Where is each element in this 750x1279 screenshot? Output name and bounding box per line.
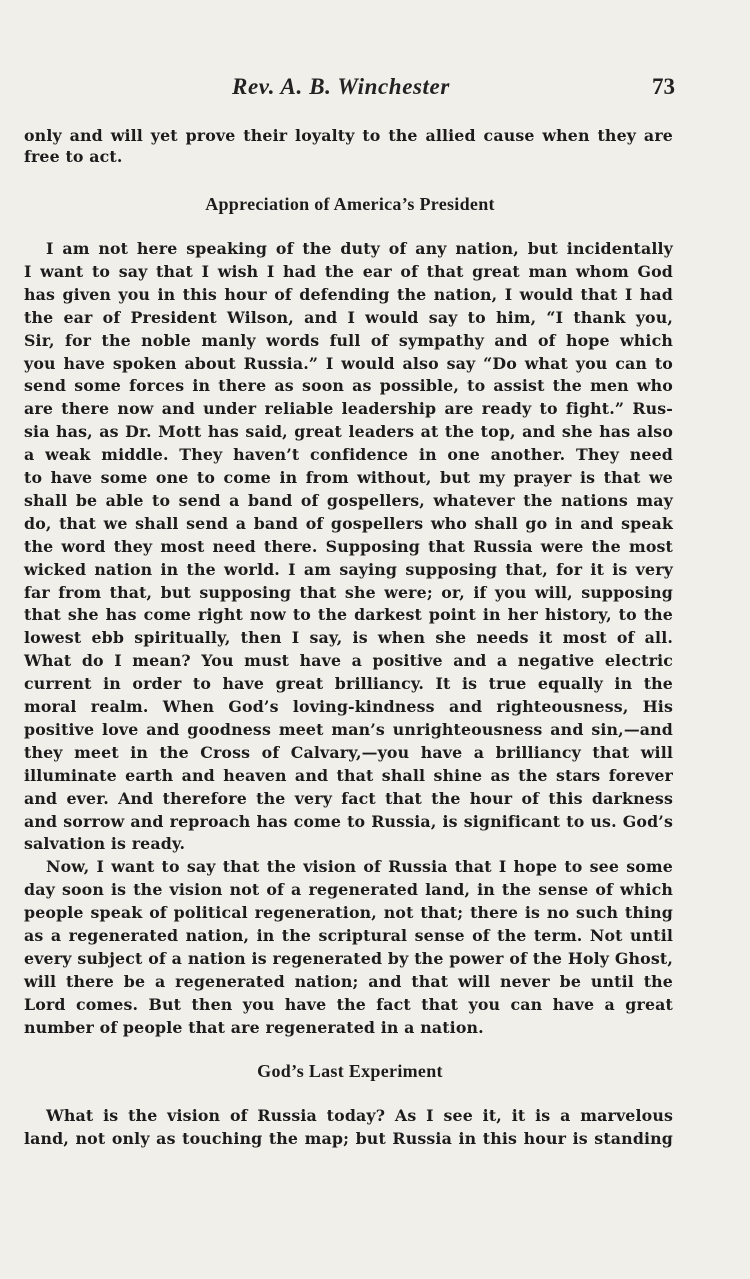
text-line: as a regenerated nation, in the scriptural sense of the term. Not until <box>24 926 673 945</box>
text-line: every subject of a nation is regenerated by the power of the Holy Ghost, <box>24 948 673 968</box>
text-line: far from that, but supposing that she were; or, if you will, supposing <box>24 582 673 602</box>
text-line: you have spoken about Russia.” I would also say “Do what you can to <box>24 353 673 373</box>
text-line: a weak middle. They haven’t confidence in one another. They need <box>24 445 673 465</box>
section-heading: Appreciation of America’s President <box>205 194 495 214</box>
text-line: that she has come right now to the darkest point in her history, to the <box>24 605 673 625</box>
text-line: positive love and goodness meet man’s unrighteousness and sin,—and <box>24 719 673 739</box>
text-line: will there be a regenerated nation; and that will never be until the <box>24 971 673 991</box>
text-line: and ever. And therefore the very fact that the hour of this darkness <box>24 788 673 808</box>
section-heading: God’s Last Experiment <box>257 1061 443 1081</box>
text-line: wicked nation in the world. I am saying supposing that, for it is very <box>24 559 673 579</box>
text-line: lowest ebb spiritually, then I say, is when she needs it most of all. <box>24 628 673 648</box>
text-line: free to act. <box>24 147 123 166</box>
text-line: salvation is ready. <box>24 834 186 854</box>
text-line: day soon is the vision not of a regenerated land, in the sense of which <box>24 880 673 900</box>
text-line: Now, I want to say that the vision of Russia that I hope to see some <box>46 857 673 877</box>
text-line: shall be able to send a band of gospellers, whatever the nations may <box>24 490 673 510</box>
text-line: I am not here speaking of the duty of any nation, but incidentally <box>46 239 673 258</box>
text-line: illuminate earth and heaven and that shall shine as the stars forever <box>24 765 673 785</box>
text-line: they meet in the Cross of Calvary,—you have a brilliancy that will <box>24 742 673 762</box>
text-line: to have some one to come in from without, but my prayer is that we <box>24 468 673 487</box>
text-line: only and will yet prove their loyalty to the allied cause when they are <box>24 126 673 145</box>
text-line: people speak of political regeneration, not that; there is no such thing <box>24 903 673 923</box>
text-line: do, that we shall send a band of gospellers who shall go in and speak <box>24 513 673 533</box>
text-line: Sir, for the noble manly words full of sympathy and of hope which <box>24 330 673 350</box>
page-number: 73 <box>652 74 675 99</box>
text-line: I want to say that I wish I had the ear of that great man whom God <box>24 261 673 281</box>
text-line: send some forces in there as soon as possible, to assist the men who <box>24 376 673 396</box>
text-line: and sorrow and reproach has come to Russia, is significant to us. God’s <box>24 811 673 831</box>
text-line: current in order to have great brilliancy. It is true equally in the <box>24 674 673 694</box>
text-line: the word they most need there. Supposing that Russia were the most <box>24 536 673 556</box>
text-line: has given you in this hour of defending the nation, I would that I had <box>24 284 673 304</box>
running-title: Rev. A. B. Winchester <box>232 74 450 99</box>
text-line: What is the vision of Russia today? As I see it, it is a marvelous <box>46 1106 673 1125</box>
text-line: sia has, as Dr. Mott has said, great leaders at the top, and she has also <box>24 422 673 442</box>
text-line: are there now and under reliable leadership are ready to fight.” Rus- <box>24 399 673 419</box>
text-line: What do I mean? You must have a positive and a negative electric <box>24 651 673 671</box>
text-line: moral realm. When God’s loving-kindness and righteousness, His <box>24 697 673 716</box>
text-line: the ear of President Wilson, and I would say to him, “I thank you, <box>24 307 673 327</box>
text-line: Lord comes. But then you have the fact that you can have a great <box>24 994 673 1014</box>
text-line: land, not only as touching the map; but Russia in this hour is standing <box>24 1128 673 1148</box>
text-line: number of people that are regenerated in a nation. <box>24 1017 484 1037</box>
